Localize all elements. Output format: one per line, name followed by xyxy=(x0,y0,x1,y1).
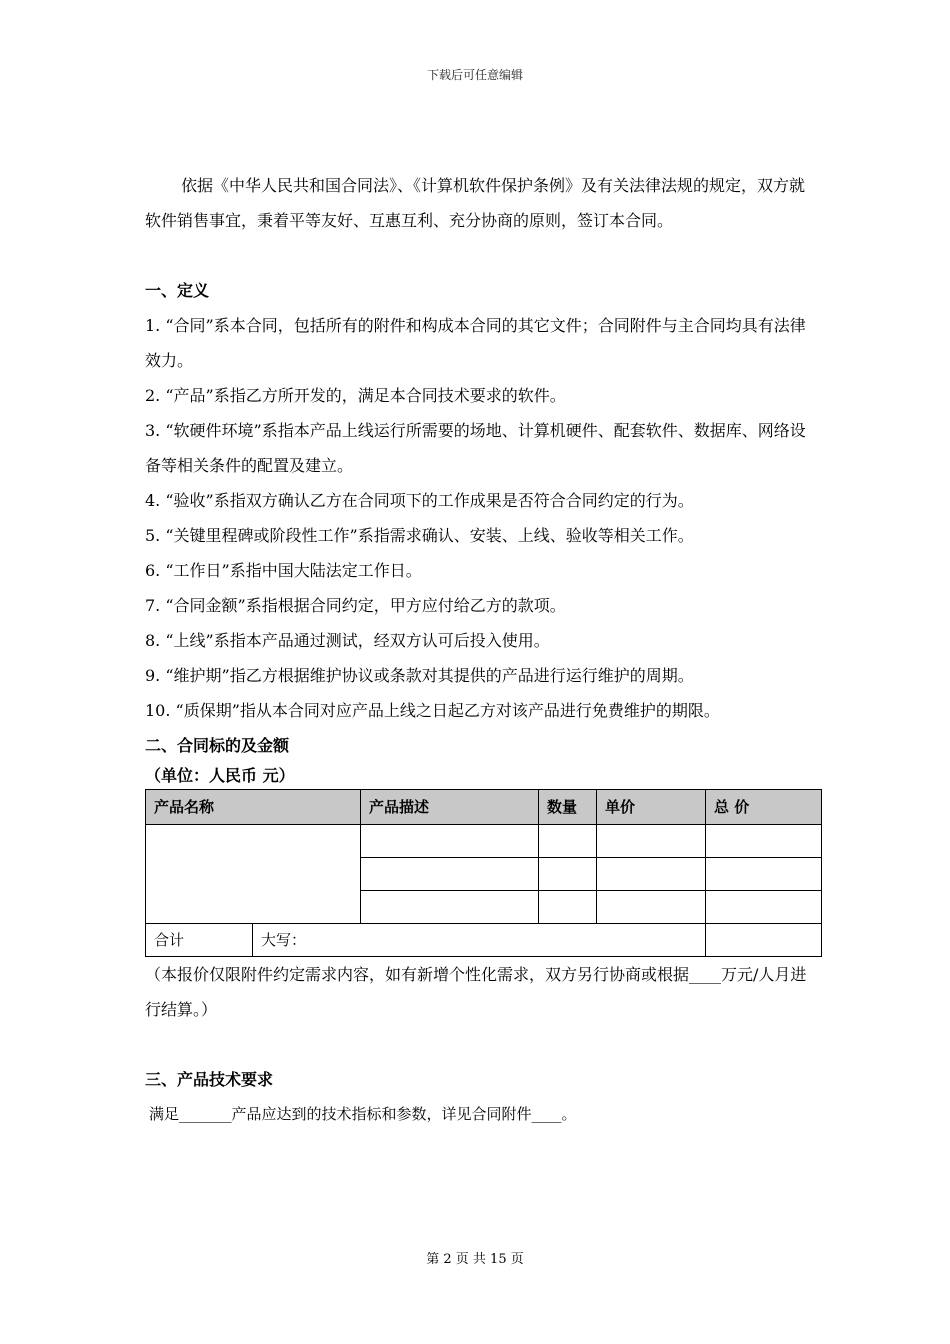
total-label: 合计 xyxy=(146,924,253,957)
definition-item: 1. “合同”系本合同，包括所有的附件和构成本合同的其它文件；合同附件与主合同均具有法律效力。 xyxy=(145,316,806,370)
capital-amount-label[interactable]: 大写： xyxy=(253,924,706,957)
header-total-price: 总 价 xyxy=(706,790,822,825)
definition-item: 9. “维护期”指乙方根据维护协议或条款对其提供的产品进行运行维护的周期。 xyxy=(145,666,694,685)
section3-title: 三、产品技术要求 xyxy=(145,1070,274,1089)
intro-paragraph: 依据《中华人民共和国合同法》、《计算机软件保护条例》及有关法律法规的规定，双方就软件销售事宜，秉着平等友好、互惠互利、充分协商的原则，签订本合同。 xyxy=(145,176,806,230)
header-unit-price: 单价 xyxy=(597,790,706,825)
cell-unit-price[interactable] xyxy=(597,891,706,924)
definition-item: 5. “关键里程碑或阶段性工作”系指需求确认、安装、上线、验收等相关工作。 xyxy=(145,526,694,545)
table-header-row xyxy=(146,790,822,825)
cell-total[interactable] xyxy=(706,825,822,858)
header-product-description: 产品描述 xyxy=(361,790,539,825)
grand-total-cell[interactable] xyxy=(706,924,822,957)
cell-description[interactable] xyxy=(361,858,539,891)
spacer xyxy=(145,238,810,273)
section1-title: 一、定义 xyxy=(145,281,210,300)
definition-item: 6. “工作日”系指中国大陆法定工作日。 xyxy=(145,561,422,580)
header-quantity: 数量 xyxy=(539,790,597,825)
cell-description[interactable] xyxy=(361,891,539,924)
pricing-note: （本报价仅限附件约定需求内容，如有新增个性化需求，双方另行协商或根据____万元/人月进行结算。） xyxy=(145,965,807,1019)
section2-title: 二、合同标的及金额 xyxy=(145,736,290,755)
price-table xyxy=(145,789,822,957)
technical-requirement-text: 满足_______产品应达到的技术指标和参数，详见合同附件____。 xyxy=(149,1105,577,1123)
cell-quantity[interactable] xyxy=(539,858,597,891)
cell-total[interactable] xyxy=(706,891,822,924)
cell-unit-price[interactable] xyxy=(597,858,706,891)
cell-description[interactable] xyxy=(361,825,539,858)
table-total-row xyxy=(146,924,822,957)
header-note: 下载后可任意编辑 xyxy=(426,68,523,82)
definition-item: 4. “验收”系指双方确认乙方在合同项下的工作成果是否符合合同约定的行为。 xyxy=(145,491,694,510)
cell-quantity[interactable] xyxy=(539,891,597,924)
definition-item: 10. “质保期”指从本合同对应产品上线之日起乙方对该产品进行免费维护的期限。 xyxy=(145,701,720,720)
definition-item: 8. “上线”系指本产品通过测试，经双方认可后投入使用。 xyxy=(145,631,550,650)
cell-unit-price[interactable] xyxy=(597,825,706,858)
definition-item: 7. “合同金额”系指根据合同约定，甲方应付给乙方的款项。 xyxy=(145,596,566,615)
header-product-name: 产品名称 xyxy=(146,790,361,825)
document-body xyxy=(145,168,810,1132)
page-number-footer: 第 2 页 共 15 页 xyxy=(426,1252,524,1267)
cell-product-name[interactable] xyxy=(146,825,361,924)
spacer xyxy=(145,1027,810,1062)
table-row xyxy=(146,825,822,858)
definition-item: 2. “产品”系指乙方所开发的，满足本合同技术要求的软件。 xyxy=(145,386,566,405)
cell-quantity[interactable] xyxy=(539,825,597,858)
definition-item: 3. “软硬件环境”系指本产品上线运行所需要的场地、计算机硬件、配套软件、数据库、网络设备等相关条件的配置及建立。 xyxy=(145,421,806,475)
cell-total[interactable] xyxy=(706,858,822,891)
currency-unit: （单位：人民币 元） xyxy=(145,766,295,785)
